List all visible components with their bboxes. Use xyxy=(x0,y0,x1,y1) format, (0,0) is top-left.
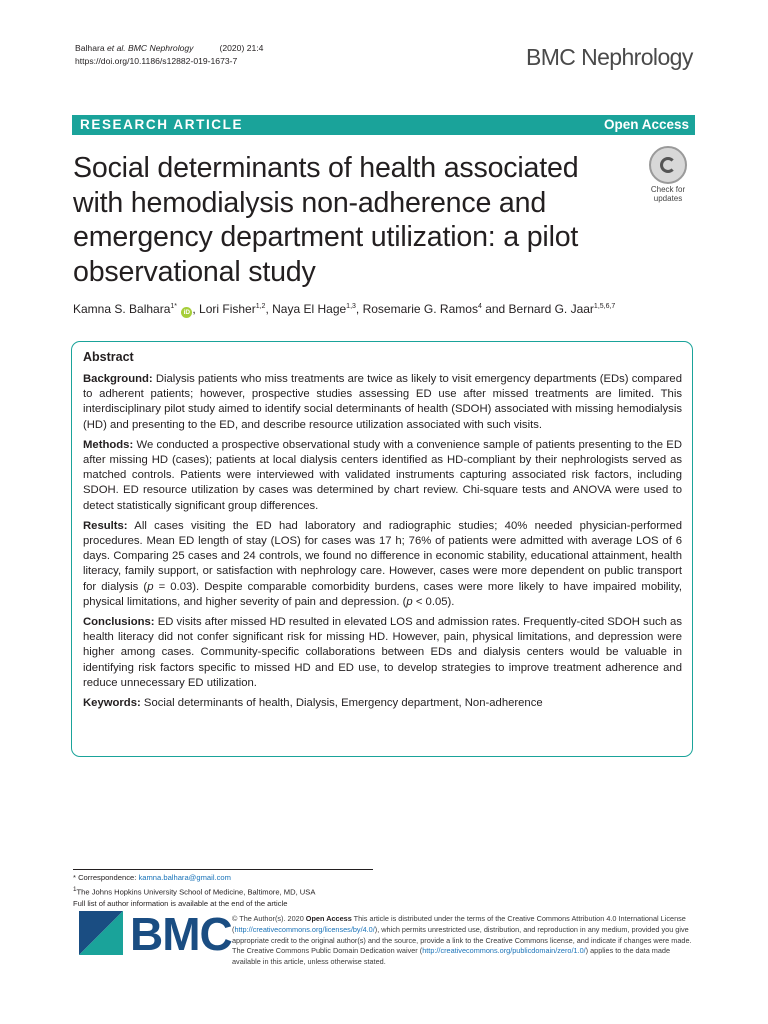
author-list xyxy=(73,302,615,318)
author-affil: 1* xyxy=(170,303,178,310)
bmc-logo-text: BMC xyxy=(130,908,232,960)
doi-link[interactable]: https://doi.org/10.1186/s12882-019-1673-7 xyxy=(75,56,238,66)
citation-year: (2020) 21:4 xyxy=(219,43,264,53)
license-statement: © The Author(s). 2020 Open Access This article is distributed under the terms of the Creative Commons Attribution 4.0 International License (http://creativecommons.org/licenses/by/4.0/), which permits unrestricted use, distribution, and reproduction in any medium, provided you give appropriate credit to the original author(s) and the source, provide a link to the Creative Commons license, and indicate if changes were made. The Creative Commons Public Domain Dedication waiver (http://creativecommons.org/publicdomain/zero/1.0/) applies to the data made available in this article, unless otherwise stated. xyxy=(232,914,692,967)
author-name: Kamna S. Balhara xyxy=(73,302,171,316)
running-header xyxy=(75,42,263,68)
article-type: RESEARCH ARTICLE xyxy=(80,117,244,132)
author-name: , Lori Fisher xyxy=(192,302,256,316)
affiliation-line: $^1$The Johns Hopkins University School of Medicine, Baltimore, MD, USA xyxy=(73,885,316,897)
footnote-divider xyxy=(73,869,373,870)
author-affil: 1,5,6,7 xyxy=(593,303,616,310)
citation-authors: Balhara xyxy=(75,43,108,53)
correspondence-email-link[interactable]: kamna.balhara@gmail.com xyxy=(138,873,231,882)
article-title: Social determinants of health associated with hemodialysis non-adherence and emergency department utilization: a pilot observational study xyxy=(73,152,579,288)
author-affil: 1,3 xyxy=(346,303,356,310)
author-name: , Naya El Hage xyxy=(265,302,347,316)
citation-journal: et al. BMC Nephrology xyxy=(107,43,194,53)
journal-name: BMC Nephrology xyxy=(526,44,693,70)
abstract-background: Background: Dialysis patients who miss treatments are twice as likely to visit emergency departments (EDs) compared to adherent patients; however, prospective studies assessing ED use after missed treatments are limited. This interdisciplinary pilot study aimed to identify social determinants of health (SDOH) associated with missing hemodialysis (HD) and presenting to the ED, and describe resource utilization associated with such visits. xyxy=(83,373,682,431)
abstract-keywords: Keywords: Social determinants of health, Dialysis, Emergency department, Non-adherence xyxy=(83,697,543,710)
citation-line xyxy=(75,42,263,55)
open-access-label: Open Access xyxy=(603,117,689,132)
author-affil: 1,2 xyxy=(255,303,266,310)
abstract-box xyxy=(71,341,693,757)
author-affil: 4 xyxy=(477,303,482,310)
check-updates-icon xyxy=(649,146,687,184)
author-info-note: Full list of author information is available at the end of the article xyxy=(73,898,288,908)
footnotes xyxy=(73,872,315,909)
article-type-band xyxy=(72,115,695,135)
author-name: and Bernard G. Jaar xyxy=(481,302,594,316)
correspondence-line: * Correspondence: kamna.balhara@gmail.com xyxy=(73,873,231,882)
check-updates-label: Check for updates xyxy=(650,185,686,203)
bmc-logo-mark-icon xyxy=(79,911,123,955)
cc-by-license-link[interactable]: http://creativecommons.org/licenses/by/4.0/ xyxy=(234,924,375,934)
abstract-conclusions: Conclusions: ED visits after missed HD resulted in elevated LOS and admission rates. Frequently-cited SDOH such as health literacy did not confer significant risk for missing HD. However, pain, physical limitations, and depression were higher among cases. Community-specific collaborations between EDs and dialysis centers would be valuable in identifying risk factors specific to missed HD and ED use, to develop strategies to improve treatment adherence and reduce unnecessary ED utilization. xyxy=(83,616,682,689)
bmc-logo xyxy=(79,907,232,960)
abstract-results: Results: All cases visiting the ED had laboratory and radiographic studies; 40% needed physician-performed procedures. Mean ED length of stay (LOS) for cases was 17 h; 76% of patients were admitted with average LOS of 6 days. Comparing 25 cases and 24 controls, we found no difference in economic stability, educational attainment, health literacy, family support, or satisfaction with nephrology care. However, cases were more dependent on public transport for dialysis (p = 0.03). Despite comparable comorbidity burdens, cases were more likely to have impaired mobility, physical limitations, and higher severity of pain and depression. (p < 0.05). xyxy=(83,519,683,608)
abstract-heading: Abstract xyxy=(83,350,134,364)
cc0-waiver-link[interactable]: http://creativecommons.org/publicdomain/zero/1.0/ xyxy=(422,946,586,956)
check-for-updates-button[interactable] xyxy=(641,146,695,203)
orcid-icon[interactable]: iD xyxy=(181,307,192,318)
abstract-methods: Methods: We conducted a prospective observational study with a convenience sample of patients presenting to the ED after missing HD (cases); patients at local dialysis centers identified as HD-compliant by their nephrologists served as matched controls. Patients were interviewed with validated instruments capturing associated risk factors, including SDOH. ED resource utilization by cases was determined by chart review. Chi-square tests and ANOVA were used to detect statistically significant group differences. xyxy=(83,438,682,512)
author-name: , Rosemarie G. Ramos xyxy=(355,302,478,316)
